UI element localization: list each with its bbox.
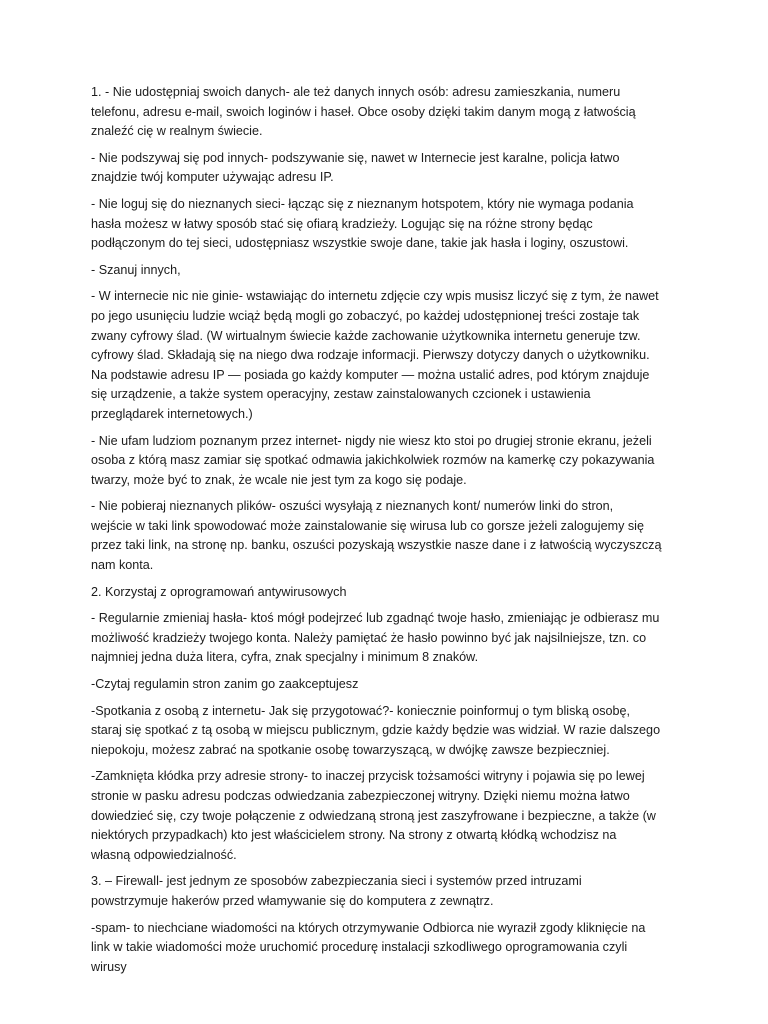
text-line: 3. – Firewall- jest jednym ze sposobów zabezpieczania sieci i systemów przed intruzami: [91, 874, 582, 889]
text-line: -Czytaj regulamin stron zanim go zaakceptujesz: [91, 677, 359, 692]
text-line: nam konta.: [91, 558, 154, 573]
paragraph: [91, 919, 696, 978]
text-line: własną odpowiedzialność.: [91, 847, 237, 862]
paragraph: [91, 872, 696, 911]
paragraph: [91, 497, 696, 575]
text-line: zwany cyfrowy ślad. (W wirtualnym świecie każde zachowanie użytkownika internetu generuje tzw.: [91, 328, 641, 343]
text-line: znaleźć cię w realnym świecie.: [91, 124, 263, 139]
text-line: podłączonym do tej sieci, udostępniasz wszystkie swoje dane, takie jak hasła i loginy, oszustowi.: [91, 236, 629, 251]
text-line: wejście w taki link spowodować może zainstalowanie się wirusa lub co gorsze jeżeli zalogujemy się: [91, 518, 644, 533]
text-line: osoba z którą masz zamiar się spotkać odmawia jakichkolwiek rozmów na kamerkę czy pokazywania: [91, 453, 655, 468]
text-line: przez taki link, na stronę np. banku, oszuści pozyskają wszystkie nasze dane i z łatwością wyczyszczą: [91, 538, 662, 553]
text-line: wirusy: [91, 959, 127, 974]
paragraph: [91, 195, 696, 254]
paragraph: [91, 583, 696, 603]
paragraph: [91, 432, 696, 491]
paragraph: [91, 609, 696, 668]
text-line: -spam- to niechciane wiadomości na których otrzymywanie Odbiorca nie wyraził zgody kliknięcie na: [91, 920, 646, 935]
text-line: cyfrowy ślad. Składają się na niego dwa rodzaje informacji. Pierwszy dotyczy danych o użytkowniku.: [91, 348, 650, 363]
paragraph: [91, 675, 696, 695]
text-line: stronie w pasku adresu podczas odwiedzania zabezpieczonej witryny. Dzięki niemu można łatwo: [91, 789, 630, 803]
text-line: - Nie pobieraj nieznanych plików- oszuści wysyłają z nieznanych kont/ numerów linki do stron,: [91, 499, 614, 514]
text-line: się urządzenie, a także system operacyjny, zestaw zainstalowanych czcionek i ustawienia: [91, 387, 591, 402]
text-line: link w takie wiadomości może uruchomić procedurę instalacji szkodliwego oprogramowania czyli: [91, 940, 628, 955]
text-line: staraj się spotkać z tą osobą w miejscu publicznym, gdzie każdy będzie was widział. W razie dalszego: [91, 723, 661, 738]
text-line: -Zamknięta kłódka przy adresie strony- to inaczej przycisk tożsamości witryny i pojawia się po lewej: [91, 769, 645, 784]
paragraph: [91, 149, 696, 188]
text-line: najmniej jedna duża litera, cyfra, znak specjalny i minimum 8 znaków.: [91, 650, 479, 665]
text-line: twarzy, może być to znak, że wcale nie jest tym za kogo się podaje.: [91, 472, 467, 487]
text-line: znajdzie twój komputer używając adresu IP.: [91, 170, 334, 185]
paragraph: [91, 767, 696, 865]
text-line: niektórych przypadkach) kto jest właścicielem strony. Na strony z otwartą kłódką wchodzisz na: [91, 828, 617, 843]
text-line: po jego usunięciu ludzie wciąż będą mogli go zobaczyć, po każdej udostępnionej treści zostaje tak: [91, 308, 640, 323]
text-line: - W internecie nic nie ginie- wstawiając do internetu zdjęcie czy wpis musisz liczyć się z tym, że nawet: [91, 289, 659, 304]
text-line: - Nie loguj się do nieznanych sieci- łącząc się z nieznanym hotspotem, który nie wymaga podania: [91, 196, 634, 211]
text-line: - Regularnie zmieniaj hasła- ktoś mógł podejrzeć lub zgadnąć twoje hasło, zmieniając je odbierasz mu: [91, 611, 660, 626]
text-line: niepokoju, możesz zabrać na spotkanie osobę towarzyszącą, w dwójkę zawsze bezpieczniej.: [91, 742, 610, 757]
text-line: Na podstawie adresu IP — posiada go każdy komputer — można ustalić adres, pod którym znajduje: [91, 367, 650, 382]
text-line: telefonu, adresu e-mail, swoich loginów i haseł. Obce osoby dzięki takim danym mogą z łatwością: [91, 104, 636, 119]
text-line: - Nie podszywaj się pod innych- podszywanie się, nawet w Internecie jest karalne, policja łatwo: [91, 150, 620, 165]
paragraph: [91, 287, 696, 424]
paragraph: [91, 261, 696, 281]
paragraph: [91, 702, 696, 761]
text-line: -Spotkania z osobą z internetu- Jak się przygotować?- koniecznie poinformuj o tym bliską osobę,: [91, 703, 631, 718]
text-line: - Szanuj innych,: [91, 262, 181, 277]
text-line: powstrzymuje hakerów przed włamywanie się do komputera z zewnątrz.: [91, 893, 494, 908]
text-line: dowiedzieć się, czy twoje połączenie z odwiedzaną stroną jest zaszyfrowane i bezpieczne, a także (w: [91, 808, 656, 823]
text-line: hasła możesz w łatwy sposób stać się ofiarą kradzieży. Logując się na różne strony będąc: [91, 216, 593, 231]
text-line: 2. Korzystaj z oprogramowań antywirusowych: [91, 584, 347, 599]
text-line: - Nie ufam ludziom poznanym przez internet- nigdy nie wiesz kto stoi po drugiej stronie ekranu, jeżeli: [91, 433, 652, 448]
document-body: [91, 83, 696, 984]
text-line: przeglądarek internetowych.): [91, 406, 253, 421]
text-line: 1. - Nie udostępniaj swoich danych- ale też danych innych osób: adresu zamieszkania, numeru: [91, 85, 621, 99]
paragraph: [91, 83, 696, 142]
text-line: możliwość kradzieży twojego konta. Należy pamiętać że hasło powinno być jak najsilniejsze, tzn. co: [91, 630, 647, 645]
